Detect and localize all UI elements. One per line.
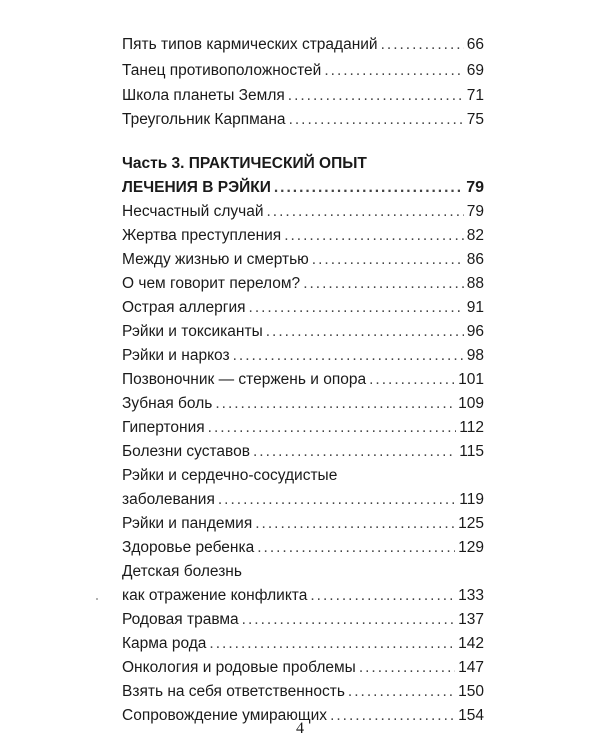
toc-part-title: Часть 3. ПРАКТИЧЕСКИЙ ОПЫТ	[122, 155, 367, 172]
page-number: 4	[296, 720, 304, 737]
toc-entry-title: Между жизнью и смертью	[122, 251, 309, 268]
toc-leader-dots	[208, 419, 457, 437]
toc-entry-title: Жертва преступления	[122, 227, 282, 244]
toc-part-heading	[122, 179, 484, 197]
toc-entry-page: 86	[466, 251, 484, 268]
toc-entry	[122, 659, 484, 677]
toc-leader-dots	[266, 323, 464, 341]
toc-leader-dots	[359, 659, 455, 677]
toc-entry	[122, 36, 484, 54]
toc-entry	[122, 275, 484, 293]
toc-entry-title: Танец противоположностей	[122, 62, 322, 79]
toc-entry-title: Родовая травма	[122, 611, 239, 628]
toc-entry-page: 88	[466, 275, 484, 292]
toc-leader-dots	[209, 635, 455, 653]
toc-entry-title: Сопровождение умирающих	[122, 707, 328, 724]
toc-entry-title: О чем говорит перелом?	[122, 275, 301, 292]
toc-entry-page: 79	[466, 179, 484, 196]
toc-leader-dots	[233, 347, 464, 365]
toc-entry-title: заболевания	[122, 491, 215, 508]
toc-entry-page: 137	[458, 611, 484, 628]
toc-leader-dots	[284, 227, 464, 245]
toc-leader-dots	[324, 62, 463, 80]
toc-leader-dots	[253, 443, 456, 461]
toc-entry	[122, 111, 484, 129]
toc-entry-title: Рэйки и наркоз	[122, 347, 230, 364]
toc-entry-title: Гипертония	[122, 419, 205, 436]
toc-entry-title: как отражение конфликта	[122, 587, 308, 604]
toc-entry-title: Болезни суставов	[122, 443, 250, 460]
toc-entry-title: Пять типов кармических страданий	[122, 36, 378, 53]
toc-entry-page: 101	[458, 371, 484, 388]
toc-entry	[122, 371, 484, 389]
toc-entry-page: 79	[466, 203, 484, 220]
toc-leader-dots	[369, 371, 455, 389]
toc-leader-dots	[289, 111, 464, 129]
toc-entry	[122, 323, 484, 341]
toc-entry-page: 69	[466, 62, 484, 79]
toc-entry-title: Рэйки и токсиканты	[122, 323, 263, 340]
toc-entry	[122, 251, 484, 269]
toc-leader-dots	[274, 179, 463, 197]
toc-entry-title: Позвоночник — стержень и опора	[122, 371, 367, 388]
toc-entry	[122, 203, 484, 221]
toc-entry-page: 115	[459, 443, 484, 460]
toc-entry	[122, 395, 484, 413]
toc-entry-title: Карма рода	[122, 635, 207, 652]
toc-leader-dots	[267, 203, 464, 221]
toc-entry-page: 133	[458, 587, 484, 604]
toc-entry	[122, 515, 484, 533]
toc-entry-page: 150	[458, 683, 484, 700]
toc-leader-dots	[257, 539, 455, 557]
toc-entry-page: 91	[466, 299, 484, 316]
toc-leader-dots	[348, 683, 455, 701]
toc-entry-page: 98	[466, 347, 484, 364]
toc-entry-title: Несчастный случай	[122, 203, 264, 220]
toc-entry	[122, 635, 484, 653]
toc-entry-title: Онкология и родовые проблемы	[122, 659, 356, 676]
toc-leader-dots	[242, 611, 455, 629]
toc-entry-title: Рэйки и сердечно-сосудистые	[122, 467, 338, 484]
toc-entry-page: 71	[466, 87, 484, 104]
toc-entry	[122, 299, 484, 317]
toc-entry-page: 82	[466, 227, 484, 244]
paper-speck	[96, 598, 98, 600]
toc-entry-title: Школа планеты Земля	[122, 87, 285, 104]
toc-leader-dots	[218, 491, 456, 509]
toc-entry	[122, 87, 484, 105]
toc-entry	[122, 563, 484, 581]
toc-entry	[122, 443, 484, 461]
toc-leader-dots	[312, 251, 464, 269]
toc-entry	[122, 467, 484, 485]
toc-leader-dots	[381, 36, 464, 54]
toc-entry-page: 147	[458, 659, 484, 676]
toc-leader-dots	[215, 395, 455, 413]
toc-entry	[122, 347, 484, 365]
toc-entry	[122, 491, 484, 509]
toc-entry	[122, 683, 484, 701]
toc-part-heading	[122, 155, 484, 173]
toc-entry-title: Треугольник Карпмана	[122, 111, 286, 128]
toc-entry-page: 142	[458, 635, 484, 652]
toc-entry-title: Рэйки и пандемия	[122, 515, 253, 532]
toc-entry-title: Острая аллергия	[122, 299, 246, 316]
toc-entry-page: 154	[458, 707, 484, 724]
toc-leader-dots	[303, 275, 464, 293]
toc-entry-page: 112	[459, 419, 484, 436]
toc-entry-page: 96	[466, 323, 484, 340]
toc-entry-page: 66	[466, 36, 484, 53]
toc-part-title: ЛЕЧЕНИЯ В РЭЙКИ	[122, 179, 271, 196]
toc-leader-dots	[249, 299, 464, 317]
toc-entry	[122, 62, 484, 80]
toc-entry-title: Детская болезнь	[122, 563, 242, 580]
toc-entry-page: 109	[458, 395, 484, 412]
toc-entry	[122, 587, 484, 605]
toc-entry-page: 75	[466, 111, 484, 128]
toc-entry-page: 119	[459, 491, 484, 508]
toc-entry-title: Взять на себя ответственность	[122, 683, 345, 700]
toc-leader-dots	[288, 87, 464, 105]
toc-leader-dots	[310, 587, 455, 605]
toc-entry	[122, 419, 484, 437]
toc-entry	[122, 227, 484, 245]
toc-entry-page: 129	[458, 539, 484, 556]
toc-entry-page: 125	[458, 515, 484, 532]
toc-entry	[122, 539, 484, 557]
toc-entry-title: Здоровье ребенка	[122, 539, 255, 556]
toc-entry	[122, 611, 484, 629]
toc-entry-title: Зубная боль	[122, 395, 213, 412]
toc-leader-dots	[255, 515, 455, 533]
